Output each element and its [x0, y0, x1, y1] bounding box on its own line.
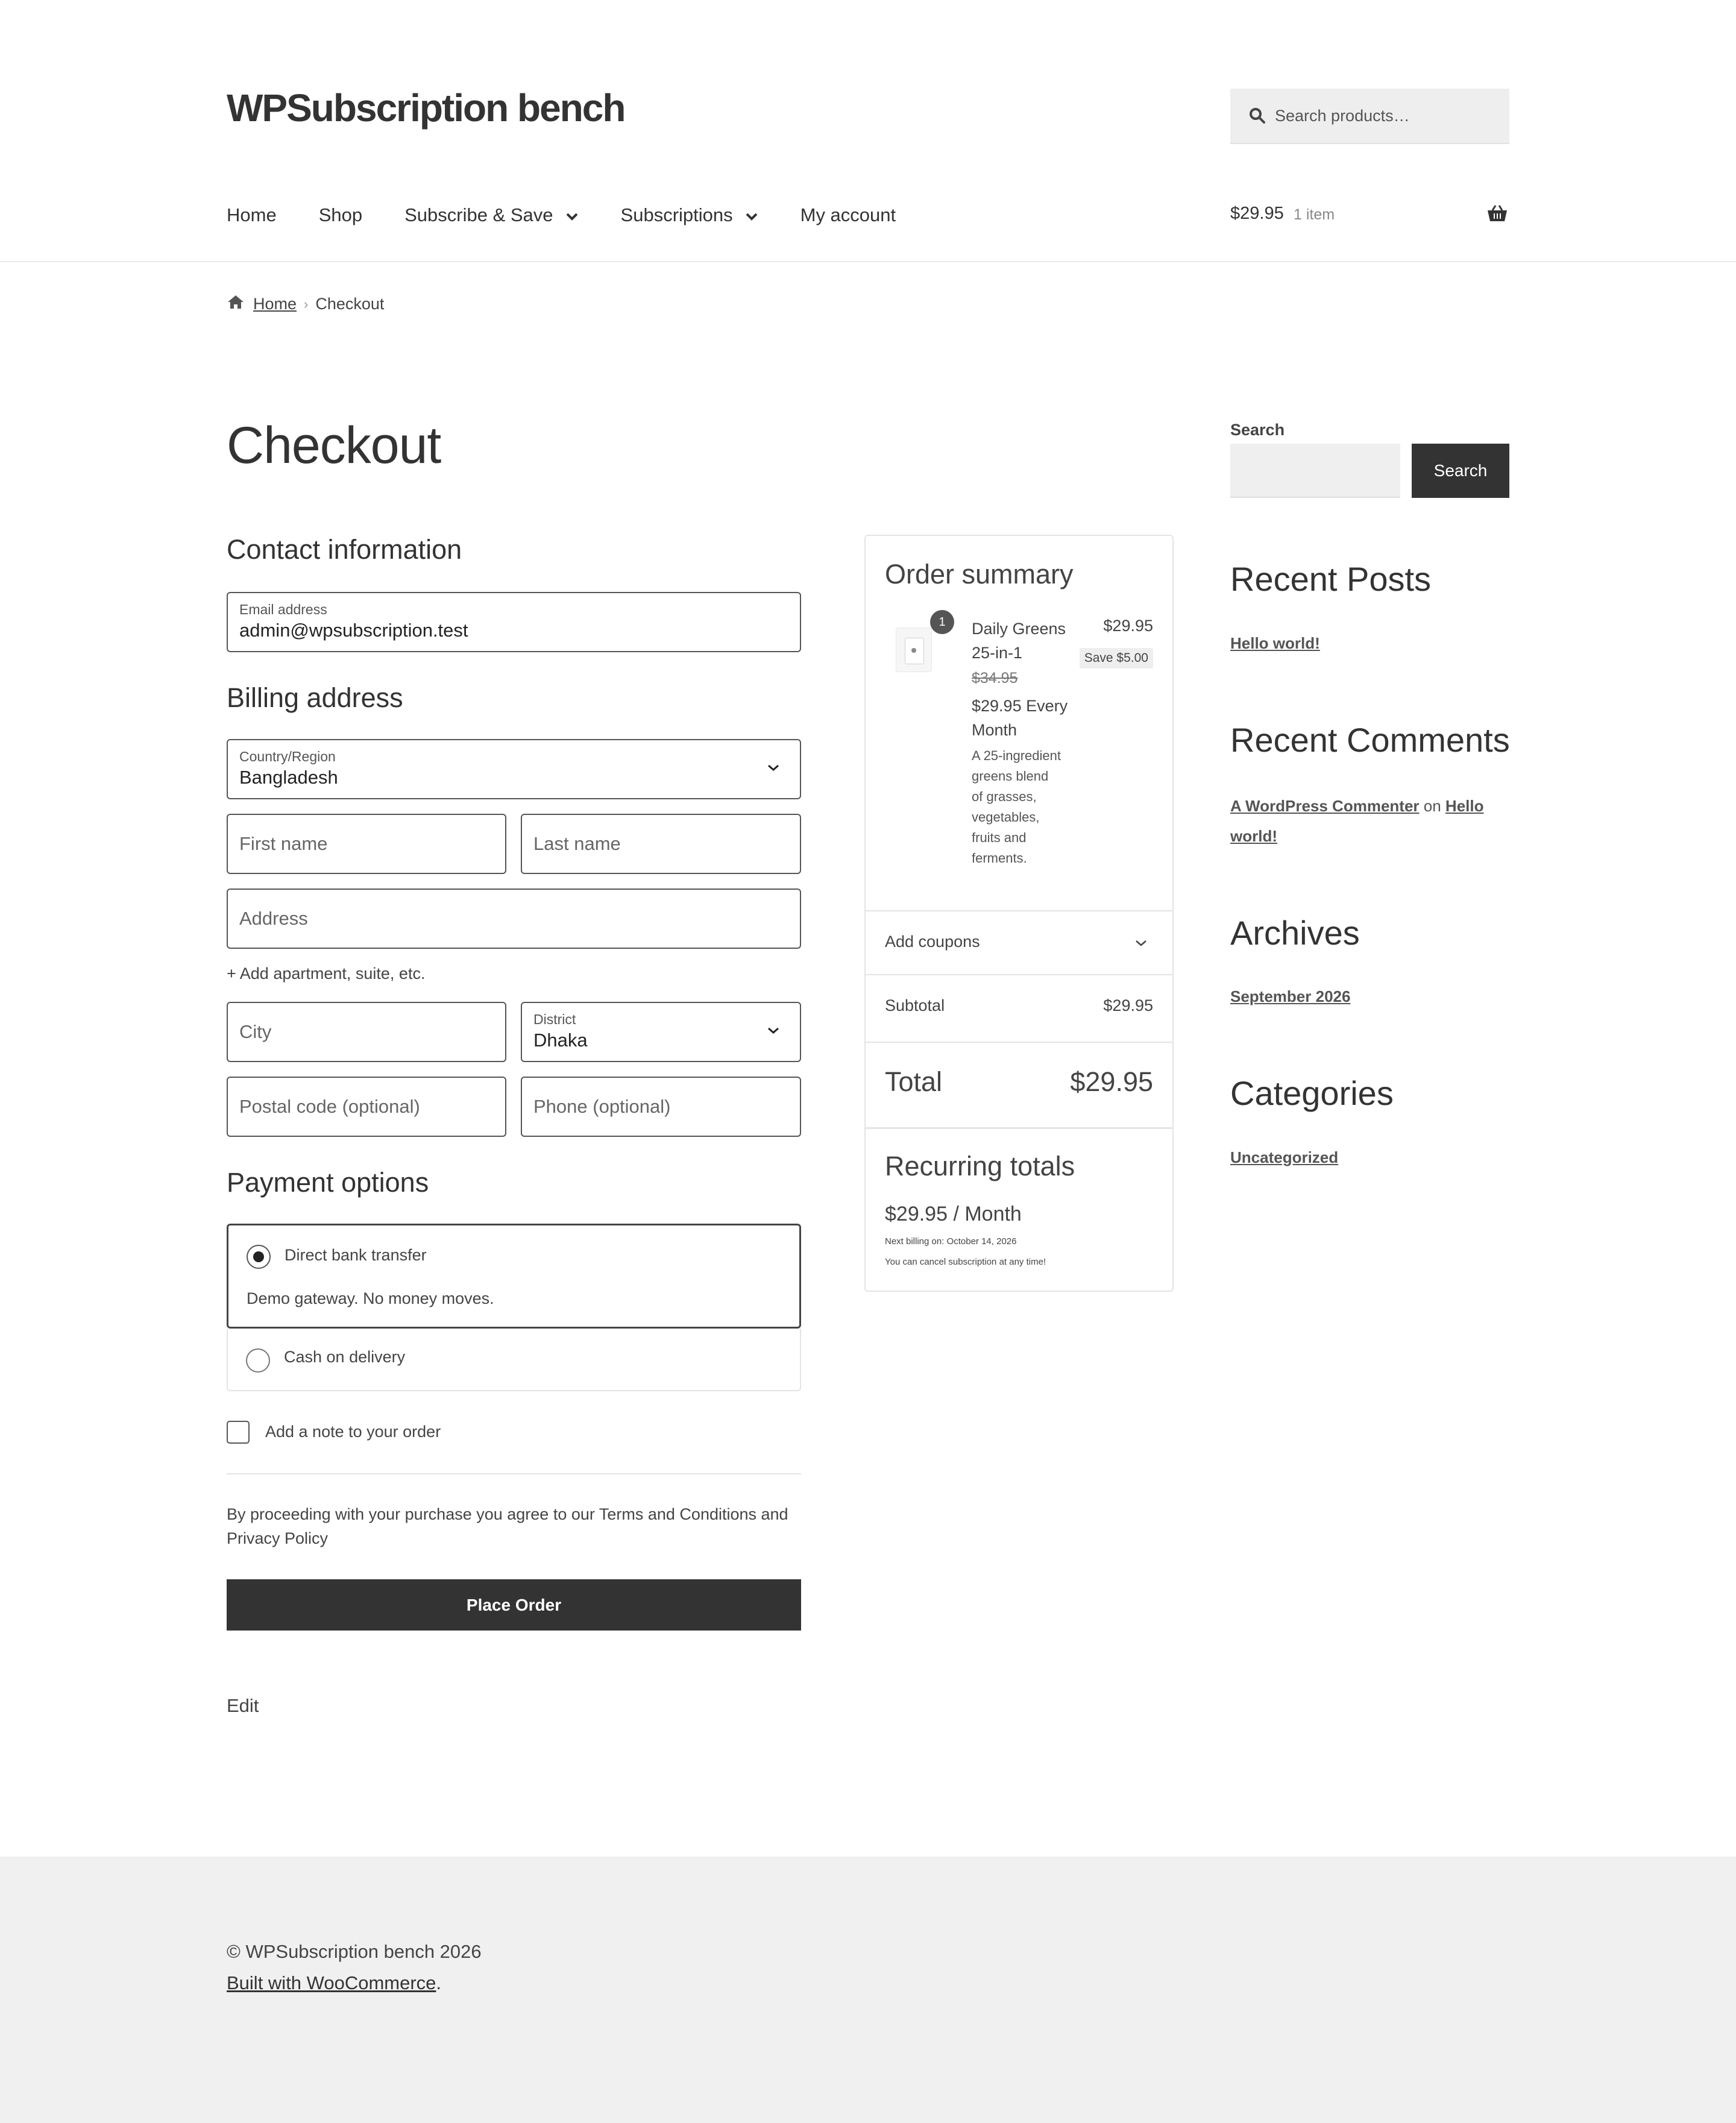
billing-heading: Billing address	[227, 682, 403, 713]
original-price: $34.95	[972, 670, 1018, 687]
breadcrumb	[227, 294, 384, 314]
order-note-checkbox[interactable]	[227, 1421, 250, 1444]
country-label: Country/Region	[239, 749, 336, 764]
search-placeholder: Search products…	[1275, 107, 1410, 125]
postal-code-placeholder: Postal code (optional)	[239, 1096, 420, 1117]
nav-label: Subscriptions	[620, 204, 733, 225]
nav-label: My account	[800, 204, 896, 225]
divider	[866, 910, 1172, 911]
place-order-button[interactable]: Place Order	[227, 1579, 801, 1631]
city-field[interactable]	[227, 1002, 506, 1062]
payment-option-label: Direct bank transfer	[285, 1246, 427, 1264]
chevron-down-icon	[565, 204, 579, 226]
cart-count[interactable]: 1 item	[1294, 206, 1335, 223]
add-coupons-toggle[interactable]: Add coupons	[885, 933, 980, 951]
nav-item-subscriptions[interactable]	[621, 203, 758, 227]
widget-search-input[interactable]	[1230, 444, 1400, 498]
quantity-badge: 1	[930, 610, 954, 634]
cart-total[interactable]: $29.95	[1230, 204, 1284, 223]
chevron-down-icon	[766, 763, 781, 776]
comment-author-link[interactable]: A WordPress Commenter	[1230, 797, 1420, 815]
phone-placeholder: Phone (optional)	[533, 1096, 671, 1117]
breadcrumb-current: Checkout	[315, 295, 385, 313]
payment-heading: Payment options	[227, 1167, 429, 1198]
radio-selected[interactable]	[247, 1245, 271, 1269]
header-divider	[0, 261, 1736, 262]
divider	[227, 1473, 801, 1474]
radio-unselected[interactable]	[246, 1348, 270, 1373]
product-price: $29.95	[1103, 617, 1153, 635]
edit-link[interactable]: Edit	[227, 1695, 259, 1716]
recent-posts-title: Recent Posts	[1230, 560, 1432, 598]
recent-comments-title: Recent Comments	[1230, 721, 1510, 759]
nav-item-my-account[interactable]	[800, 203, 896, 227]
widget-search-button[interactable]: Search	[1412, 444, 1509, 498]
phone-field[interactable]	[521, 1077, 801, 1137]
email-label: Email address	[239, 602, 327, 617]
email-value: admin@wpsubscription.test	[239, 620, 468, 641]
categories-title: Categories	[1230, 1074, 1394, 1112]
subtotal-value: $29.95	[1103, 996, 1153, 1014]
country-value: Bangladesh	[239, 767, 338, 788]
comment-post-link[interactable]: Hello	[1445, 797, 1484, 815]
woocommerce-link[interactable]: Built with WooCommerce	[227, 1972, 436, 1993]
total-label: Total	[885, 1066, 943, 1097]
chevron-down-icon	[766, 1026, 781, 1039]
add-apartment-link[interactable]: + Add apartment, suite, etc.	[227, 964, 426, 983]
site-title[interactable]: WPSubscription bench	[227, 86, 625, 130]
nav-item-shop[interactable]	[319, 203, 362, 227]
archive-link[interactable]: September 2026	[1230, 987, 1351, 1005]
save-badge: Save $5.00	[1080, 648, 1153, 668]
total-value: $29.95	[1070, 1066, 1153, 1097]
nav-item-home[interactable]	[227, 203, 277, 227]
category-link[interactable]: Uncategorized	[1230, 1148, 1339, 1166]
chevron-down-icon	[745, 204, 758, 226]
payment-option-label: Cash on delivery	[284, 1348, 406, 1366]
district-select[interactable]	[521, 1002, 801, 1062]
breadcrumb-separator: ›	[304, 296, 309, 312]
subtotal-label: Subtotal	[885, 996, 945, 1014]
divider	[866, 974, 1172, 975]
district-label: District	[533, 1011, 576, 1027]
footer-built-with	[227, 1972, 441, 1994]
nav-item-subscribe-save[interactable]	[404, 203, 578, 227]
product-thumbnail	[896, 627, 932, 672]
divider	[866, 1042, 1172, 1043]
comment-on-text: on	[1423, 797, 1441, 815]
search-icon	[1248, 107, 1266, 128]
payment-option-description: Demo gateway. No money moves.	[247, 1289, 494, 1307]
order-summary-title: Order summary	[885, 559, 1074, 590]
last-name-placeholder: Last name	[533, 833, 621, 854]
comment-post-link[interactable]: world!	[1230, 827, 1277, 845]
nav-label: Home	[227, 204, 277, 225]
nav-label: Subscribe & Save	[404, 204, 553, 225]
next-billing-date: Next billing on: October 14, 2026	[885, 1236, 1017, 1247]
nav-label: Shop	[318, 204, 363, 225]
basket-icon[interactable]	[1486, 204, 1508, 226]
payment-option-cash-on-delivery[interactable]	[227, 1329, 801, 1391]
main-navigation	[227, 203, 938, 227]
payment-option-bank-transfer[interactable]	[227, 1224, 801, 1329]
divider	[866, 1127, 1172, 1129]
footer-copyright: © WPSubscription bench 2026	[227, 1941, 482, 1962]
recent-post-link[interactable]: Hello world!	[1230, 634, 1320, 652]
product-description: A 25-ingredient greens blend of grasses, vegetables, fruits and ferments.	[972, 748, 1061, 866]
product-search-input[interactable]	[1230, 89, 1509, 144]
order-summary	[864, 535, 1174, 1292]
home-icon	[227, 294, 245, 314]
address-field[interactable]	[227, 889, 801, 949]
city-placeholder: City	[239, 1021, 272, 1042]
recurring-price-line: $29.95 Every Month	[972, 697, 1068, 739]
archives-title: Archives	[1230, 914, 1360, 952]
page-title: Checkout	[227, 417, 441, 474]
address-placeholder: Address	[239, 908, 308, 929]
recent-comment	[1230, 791, 1509, 851]
footer-period: .	[436, 1972, 442, 1993]
country-select[interactable]	[227, 739, 801, 799]
terms-text: By proceeding with your purchase you agree to our Terms and Conditions and Privacy Policy	[227, 1505, 788, 1547]
contact-heading: Contact information	[227, 534, 462, 565]
last-name-field[interactable]	[521, 814, 801, 874]
product-name: Daily Greens 25-in-1	[972, 620, 1066, 662]
recurring-amount: $29.95 / Month	[885, 1203, 1022, 1225]
widget-search-label: Search	[1230, 421, 1285, 439]
chevron-down-icon[interactable]	[1134, 939, 1148, 951]
district-value: Dhaka	[533, 1030, 588, 1051]
site-footer	[0, 1857, 1736, 2123]
email-field[interactable]	[227, 592, 801, 652]
cancel-note: You can cancel subscription at any time!	[885, 1257, 1046, 1267]
order-note-label[interactable]: Add a note to your order	[265, 1423, 441, 1441]
first-name-placeholder: First name	[239, 833, 328, 854]
first-name-field[interactable]	[227, 814, 506, 874]
postal-code-field[interactable]	[227, 1077, 506, 1137]
recurring-totals-title: Recurring totals	[885, 1151, 1075, 1181]
breadcrumb-home-link[interactable]: Home	[253, 295, 297, 313]
